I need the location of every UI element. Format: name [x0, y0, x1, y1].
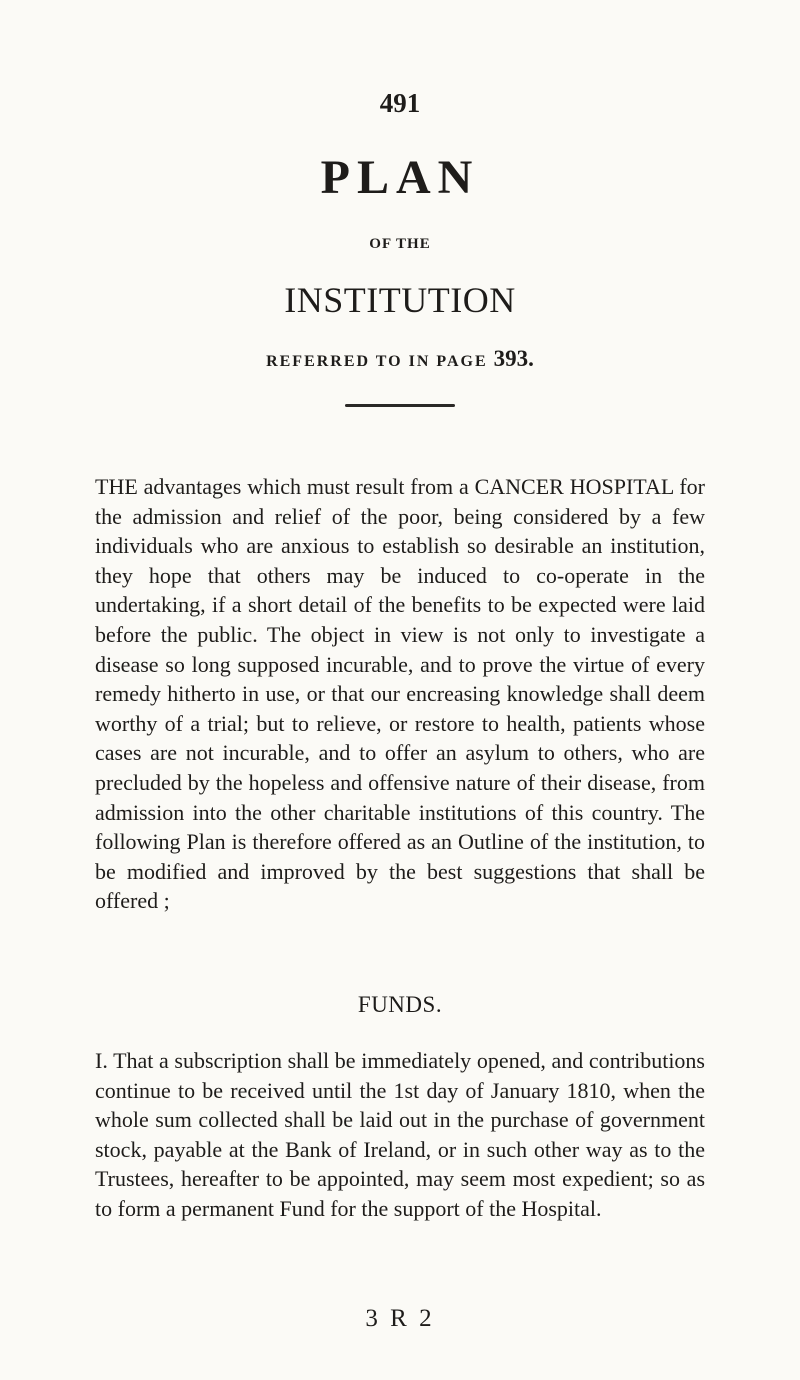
- funds-paragraph: I. That a subscription shall be immediately opened, and contributions continue to be received until the 1st day of January 1810, when the whole sum collected shall be laid out in the purchase of government stock, payable at the Bank of Ireland, or in such other way as to the Trustees, hereafter to be appointed, may seem most expedient; so as to form a permanent Fund for the support of the Hospital.: [95, 1048, 705, 1221]
- title-connector: OF THE: [369, 236, 431, 252]
- page-number: 491: [379, 88, 421, 118]
- signature-mark: 3 R 2: [365, 1305, 435, 1332]
- title-reference-text: REFERRED TO IN PAGE: [266, 353, 488, 370]
- title-reference: [0, 346, 800, 372]
- ornamental-rule: [345, 404, 455, 407]
- section-heading-funds: FUNDS.: [357, 992, 443, 1017]
- title-subject: INSTITUTION: [284, 280, 516, 320]
- intro-paragraph: THE advantages which must result from a CANCER HOSPITAL for the admission and relief of the poor, being considered by a few individuals who are anxious to establish so desirable an institution, they hope that others may be induced to co-operate in the undertaking, if a short detail of the benefits to be expected were laid before the public. The object in view is not only to investigate a disease so long supposed incurable, and to prove the virtue of every remedy hitherto in use, or that our encreasing knowledge shall deem worthy of a trial; but to relieve, or restore to health, patients whose cases are not incurable, and to offer an asylum to others, who are precluded by the hopeless and offensive nature of their disease, from admission into the other charitable institutions of this country. The following Plan is therefore offered as an Outline of the institution, to be modified and improved by the best suggestions that shall be offered ;: [95, 474, 705, 914]
- title-reference-page: 393.: [493, 346, 534, 371]
- title-main: PLAN: [320, 151, 480, 204]
